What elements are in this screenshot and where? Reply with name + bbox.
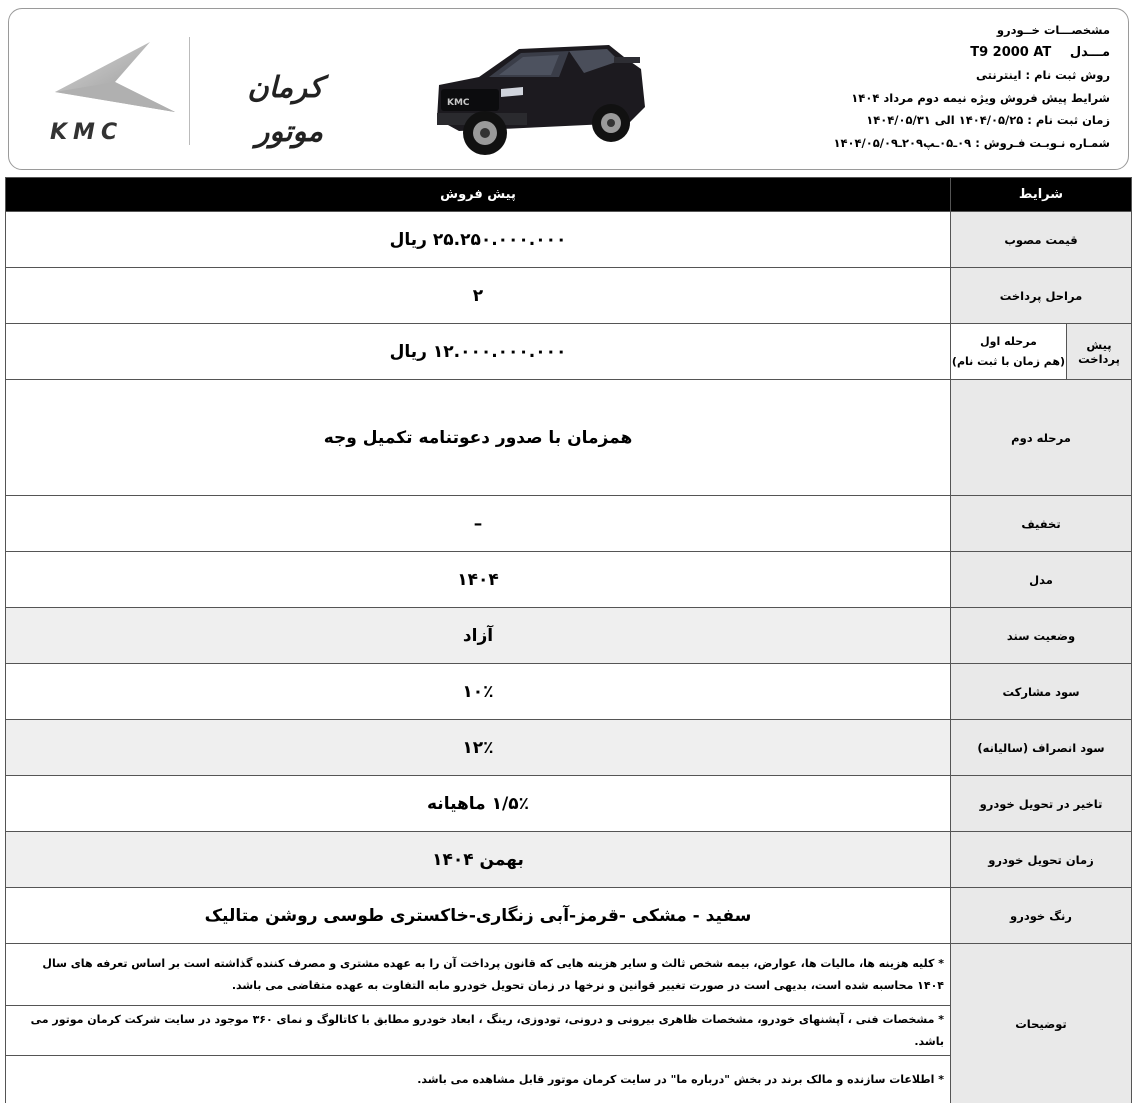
conditions-table	[5, 177, 1132, 1103]
cancellation-profit-label: سود انصراف (سالیانه)	[951, 720, 1132, 776]
note-item-2: * مشخصات فنی ، آپشنهای خودرو، مشخصات ظاهری بیرونی و درونی، تودوزی، رینگ ، ابعاد خودرو مطابق با کاتالوگ و نمای ۳۶۰ موجود در سایت شرکت کرمان موتور می باشد.	[6, 1006, 951, 1056]
model-year-value: ۱۴۰۴	[6, 552, 951, 608]
header-conditions: شرایط	[951, 178, 1132, 212]
note-item-3: * اطلاعات سازنده و مالک برند در بخش "درباره ما" در سایت کرمان موتور قابل مشاهده می باشد.	[6, 1056, 951, 1103]
car-image	[419, 27, 659, 165]
header-presale: پیش فروش	[6, 178, 951, 212]
model-line	[810, 42, 1110, 65]
registration-time: زمان ثبت نام : ۱۴۰۴/۰۵/۲۵ الی ۱۴۰۴/۰۵/۳۱	[866, 113, 1110, 127]
model-year-label: مدل	[951, 552, 1132, 608]
delivery-delay-value: ۱/۵٪ ماهیانه	[6, 776, 951, 832]
brand-logo-text: کرمان موتور	[247, 70, 323, 148]
document-status-value: آزاد	[6, 608, 951, 664]
payment-stages-value: ۲	[6, 268, 951, 324]
car-color-value: سفید - مشکی -قرمز-آبی زنگاری-خاکستری طوسی روشن متالیک	[6, 888, 951, 944]
table-row	[6, 324, 1132, 380]
table-row	[6, 608, 1132, 664]
sale-round-number: شمـاره نـوبـت فـروش : ۰۹ـ۰۵ـپ۲۰۹ـ۱۴۰۴/۰۵/۰۹	[833, 135, 1110, 150]
prepayment-value: ۱۲.۰۰۰.۰۰۰.۰۰۰ ریال	[6, 324, 951, 380]
car-color-label: رنگ خودرو	[951, 888, 1132, 944]
table-row	[6, 832, 1132, 888]
table-header-row	[6, 178, 1132, 212]
table-row	[6, 212, 1132, 268]
payment-stages-label: مراحل پرداخت	[951, 268, 1132, 324]
note-item-1: * کلیه هزینه ها، مالیات ها، عوارض، بیمه شخص ثالث و سایر هزینه هایی که قانون پرداخت آن را به عهده مشتری و مصرف کننده گذاشته است بر اساس تعرفه های سال ۱۴۰۴ محاسبه شده است، بدیهی است در صورت تغییر قوانین و نرخها در زمان تحویل خودرو مابه التفاوت به عهده متقاضی می باشد.	[6, 944, 951, 1006]
svg-text:KMC: KMC	[447, 98, 470, 108]
participation-profit-value: ۱۰٪	[6, 664, 951, 720]
registration-method: روش ثبت نام : اینترنتی	[976, 68, 1110, 82]
first-stage-note: (هم زمان با ثبت نام)	[951, 354, 1066, 368]
table-row	[6, 552, 1132, 608]
delivery-delay-label: تاخیر در تحویل خودرو	[951, 776, 1132, 832]
specs-title: مشخصـــات خــودرو	[996, 23, 1110, 37]
model-label: مـــدل	[1069, 44, 1110, 60]
discount-label: تخفیف	[951, 496, 1132, 552]
table-row	[6, 496, 1132, 552]
kmc-logo-icon	[45, 37, 181, 145]
table-row	[6, 720, 1132, 776]
header-card	[8, 8, 1129, 170]
approved-price-value: ۲۵.۲۵۰.۰۰۰.۰۰۰ ریال	[6, 212, 951, 268]
discount-value: –	[6, 496, 951, 552]
table-row	[6, 776, 1132, 832]
delivery-time-label: زمان تحویل خودرو	[951, 832, 1132, 888]
approved-price-label: قیمت مصوب	[951, 212, 1132, 268]
svg-text:KMC: KMC	[50, 120, 124, 145]
table-row	[6, 380, 1132, 496]
vehicle-specs	[810, 19, 1110, 154]
participation-profit-label: سود مشارکت	[951, 664, 1132, 720]
model-value: T9 2000 AT	[970, 44, 1052, 60]
document-status-label: وضعیت سند	[951, 608, 1132, 664]
table-row	[6, 888, 1132, 944]
table-row	[6, 664, 1132, 720]
first-stage-title: مرحله اول	[980, 334, 1037, 348]
sale-conditions: شرایط پیش فروش ویژه نیمه دوم مرداد ۱۴۰۴	[851, 90, 1110, 105]
prepayment-label: پیش پرداخت	[1067, 324, 1132, 380]
delivery-time-value: بهمن ۱۴۰۴	[6, 832, 951, 888]
second-stage-value: همزمان با صدور دعوتنامه تکمیل وجه	[6, 380, 951, 496]
table-row	[6, 268, 1132, 324]
second-stage-label: مرحله دوم	[951, 380, 1132, 496]
first-stage-label	[951, 324, 1067, 380]
table-row	[6, 944, 1132, 1006]
cancellation-profit-value: ۱۲٪	[6, 720, 951, 776]
notes-label: توضیحات	[951, 944, 1132, 1103]
logo-divider	[189, 37, 190, 145]
